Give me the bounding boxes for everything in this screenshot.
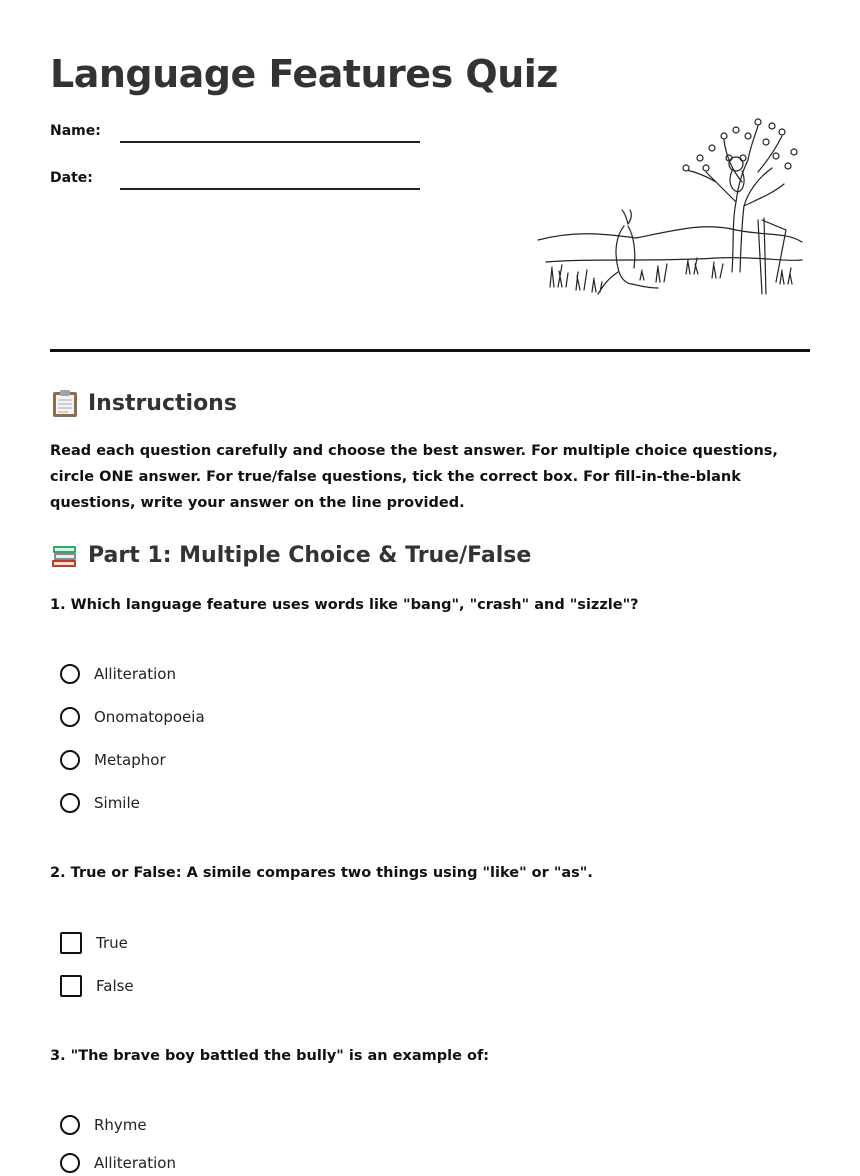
question-3: 3. "The brave boy battled the bully" is an example of: <box>50 1048 490 1064</box>
q1-option-simile[interactable] <box>60 790 140 816</box>
option-label: Rhyme <box>94 1116 147 1134</box>
option-label: Alliteration <box>94 1154 176 1172</box>
option-label: True <box>96 934 128 952</box>
date-field <box>50 168 430 192</box>
part1-heading-text: Part 1: Multiple Choice & True/False <box>88 542 532 568</box>
radio-button[interactable] <box>60 1115 80 1135</box>
option-label: Alliteration <box>94 665 176 683</box>
option-label: Metaphor <box>94 751 166 769</box>
radio-button[interactable] <box>60 1153 80 1173</box>
radio-button[interactable] <box>60 664 80 684</box>
option-label: Simile <box>94 794 140 812</box>
radio-button[interactable] <box>60 750 80 770</box>
question-2: 2. True or False: A simile compares two things using "like" or "as". <box>50 865 593 881</box>
option-label: Onomatopoeia <box>94 708 205 726</box>
q3-option-rhyme[interactable] <box>60 1112 147 1138</box>
date-label: Date: <box>50 170 93 186</box>
instructions-text: Read each question carefully and choose the best answer. For multiple choice questions, circle ONE answer. For true/false questions, tick the correct box. For fill-in-the-blank questions, write your answer on the line provided. <box>50 443 778 511</box>
question-1: 1. Which language feature uses words like "bang", "crash" and "sizzle"? <box>50 597 639 613</box>
australian-bush-scene-illustration <box>536 112 806 308</box>
q2-option-true[interactable] <box>60 930 128 956</box>
q1-option-metaphor[interactable] <box>60 747 166 773</box>
header-divider <box>50 349 810 352</box>
part1-heading <box>50 540 531 570</box>
checkbox[interactable] <box>60 975 82 997</box>
name-field <box>50 121 430 145</box>
option-label: False <box>96 977 134 995</box>
q2-option-false[interactable] <box>60 973 134 999</box>
checkbox[interactable] <box>60 932 82 954</box>
instructions-heading-text: Instructions <box>88 390 237 416</box>
instructions-heading <box>50 388 237 418</box>
radio-button[interactable] <box>60 793 80 813</box>
name-label: Name: <box>50 123 101 139</box>
clipboard-icon <box>50 388 80 418</box>
books-icon <box>50 540 80 570</box>
name-line[interactable] <box>120 141 420 143</box>
radio-button[interactable] <box>60 707 80 727</box>
q3-option-alliteration[interactable] <box>60 1150 176 1176</box>
q1-option-onomatopoeia[interactable] <box>60 704 205 730</box>
page-title: Language Features Quiz <box>50 52 558 96</box>
date-line[interactable] <box>120 188 420 190</box>
q1-option-alliteration[interactable] <box>60 661 176 687</box>
